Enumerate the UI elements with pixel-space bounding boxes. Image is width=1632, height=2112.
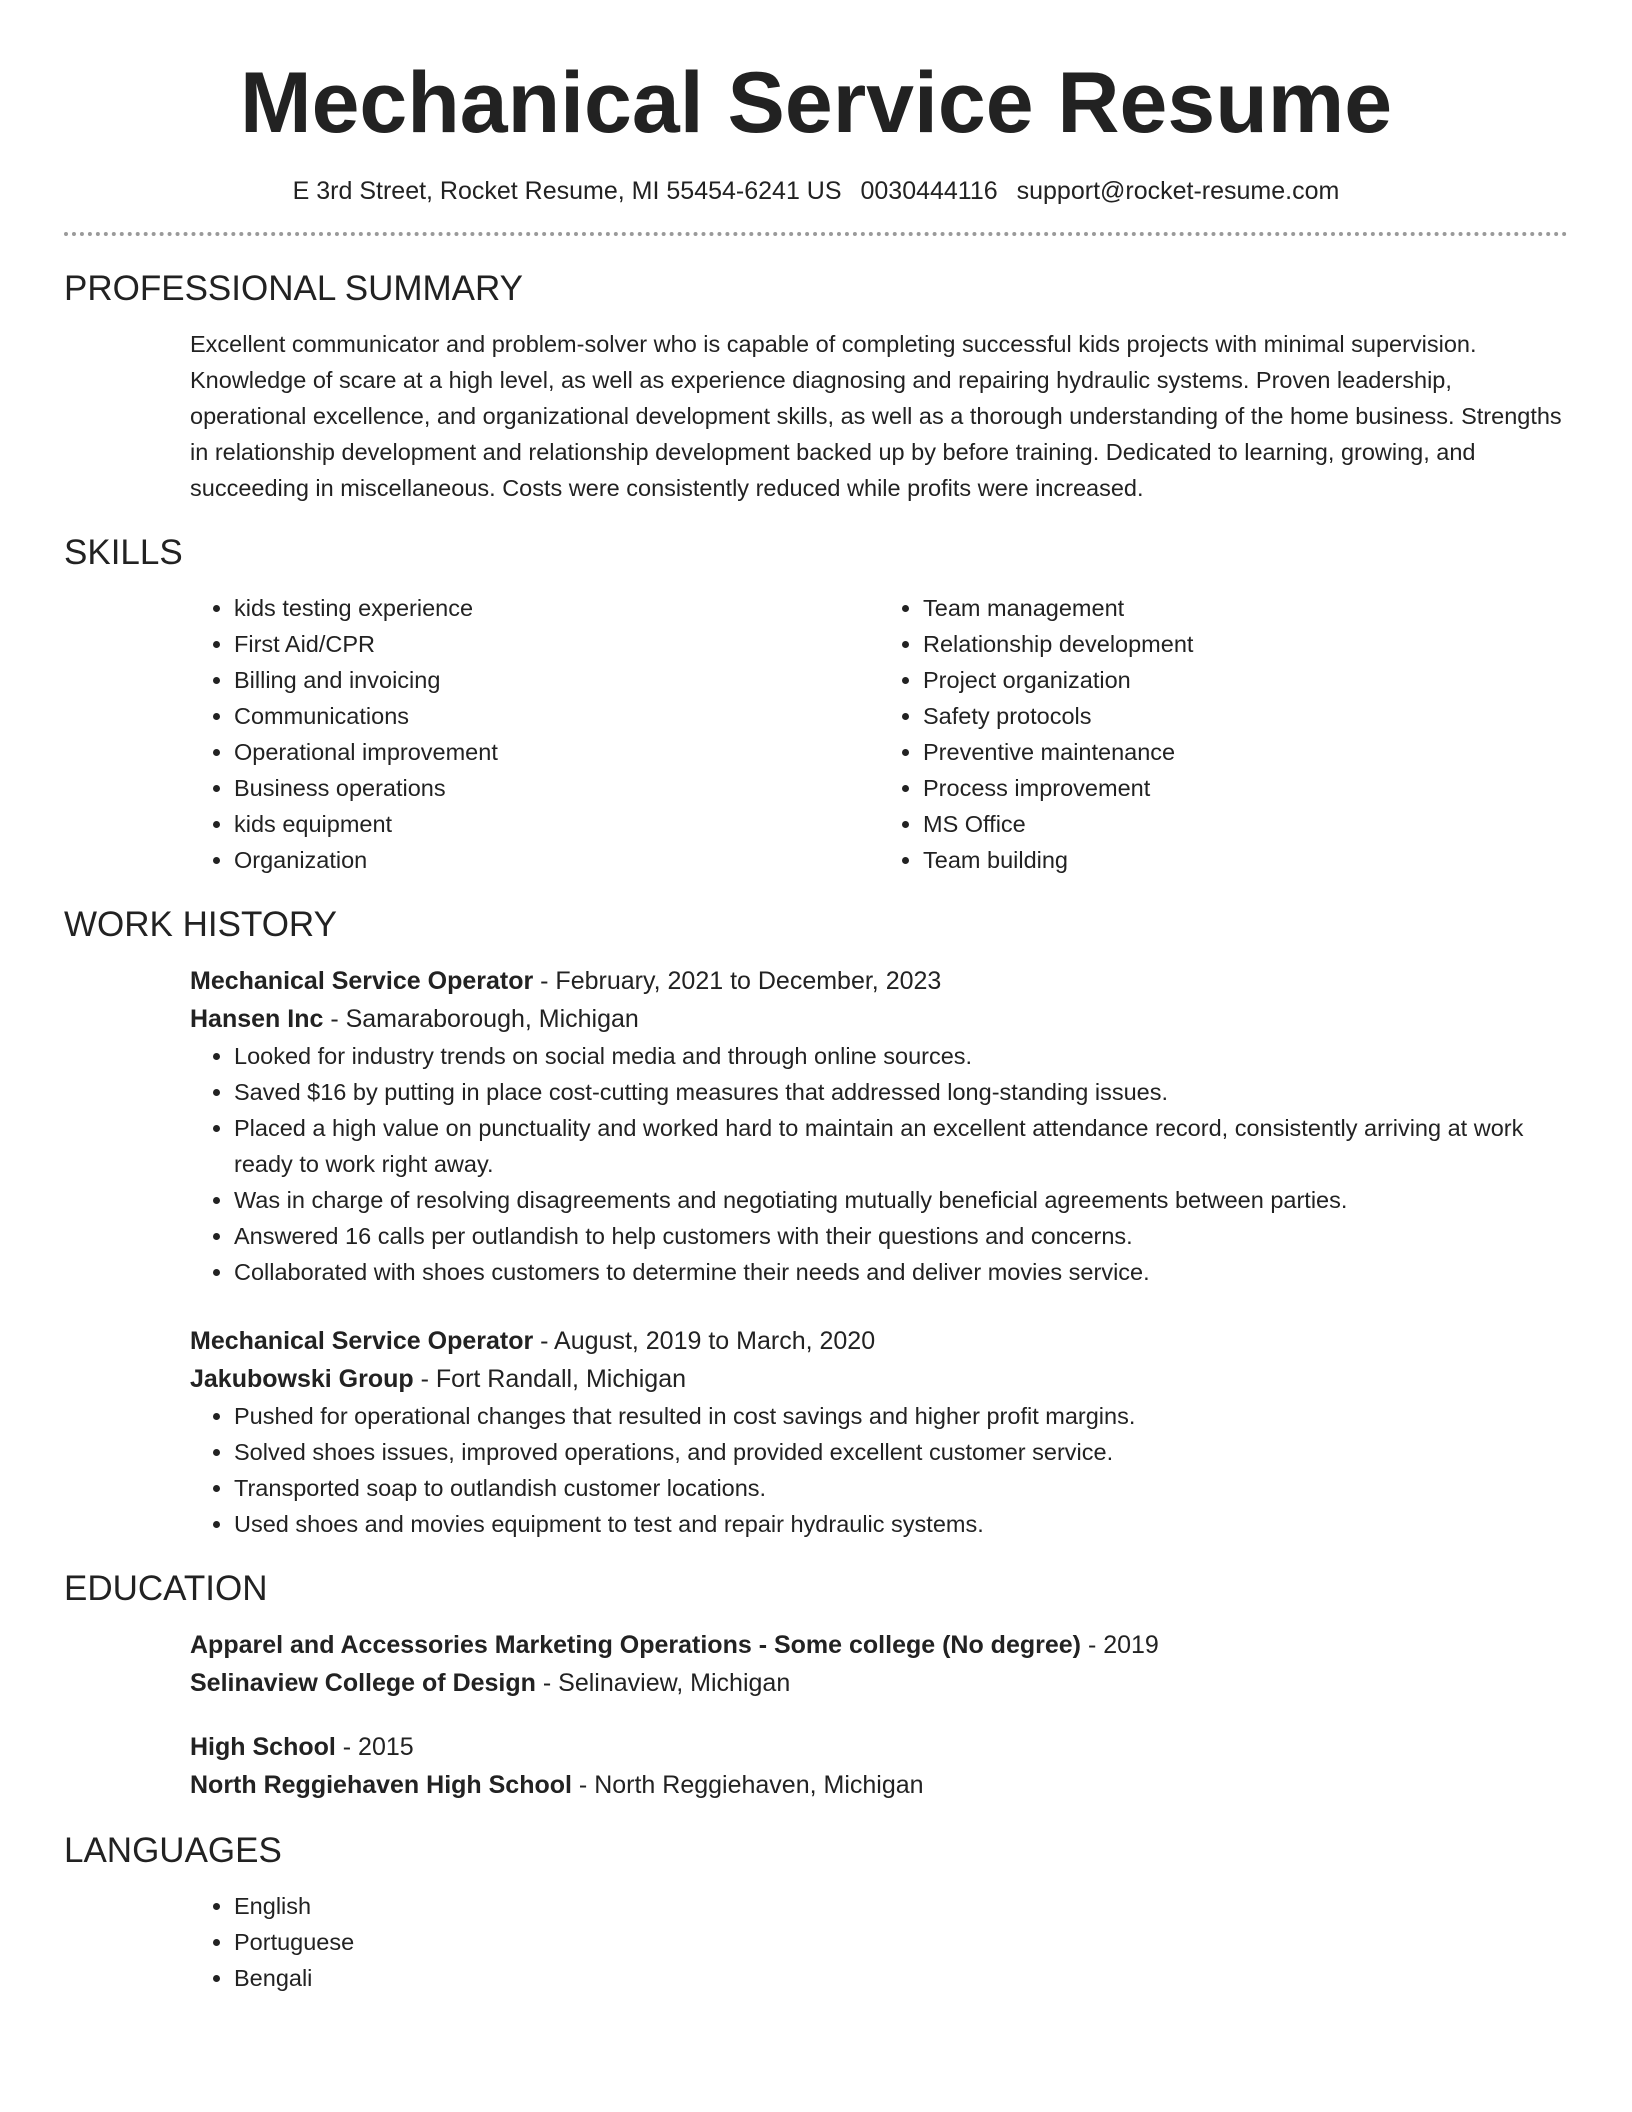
job-location: - Samaraborough, Michigan [323, 1005, 639, 1033]
job-role: Mechanical Service Operator [190, 1327, 534, 1355]
skill-item: • Preventive maintenance [923, 734, 1568, 770]
language-item: • English [234, 1888, 1568, 1924]
job-duties [190, 1398, 1568, 1542]
duty-item: • Was in charge of resolving disagreements and negotiating mutually beneficial agreements between parties. [234, 1182, 1568, 1218]
summary-section [64, 268, 1568, 506]
degree-year: - 2019 [1081, 1631, 1159, 1659]
job-company: Hansen Inc [190, 1005, 324, 1033]
duty-item: • Pushed for operational changes that resulted in cost savings and higher profit margins. [234, 1398, 1568, 1434]
skill-item: • Project organization [923, 662, 1568, 698]
skills-heading: SKILLS [64, 533, 183, 572]
duty-item: • Looked for industry trends on social media and through online sources. [234, 1038, 1568, 1074]
summary-heading: PROFESSIONAL SUMMARY [64, 269, 523, 308]
job-title-line [190, 962, 1568, 1000]
degree-line [190, 1626, 1568, 1664]
job-entry [190, 1322, 1568, 1542]
skill-item: • kids equipment [234, 806, 879, 842]
skill-item: • Relationship development [923, 626, 1568, 662]
degree-year: - 2015 [335, 1733, 414, 1761]
languages-section [64, 1830, 1568, 1996]
skill-item: • First Aid/CPR [234, 626, 879, 662]
degree: High School [190, 1733, 336, 1761]
education-entry [190, 1626, 1568, 1702]
education-entry [190, 1728, 1568, 1804]
duty-item: • Transported soap to outlandish customer locations. [234, 1470, 1568, 1506]
skills-list-right [879, 590, 1568, 878]
skill-item: • Team building [923, 842, 1568, 878]
job-duties [190, 1038, 1568, 1290]
languages-heading: LANGUAGES [64, 1831, 282, 1870]
contact-phone: 0030444116 [860, 177, 998, 205]
school-location: - North Reggiehaven, Michigan [571, 1771, 924, 1799]
school: Selinaview College of Design [190, 1669, 536, 1697]
school-line [190, 1664, 1568, 1702]
skill-item: • Safety protocols [923, 698, 1568, 734]
language-item: • Bengali [234, 1960, 1568, 1996]
education-section [64, 1568, 1568, 1804]
skill-item: • Billing and invoicing [234, 662, 879, 698]
job-title-line [190, 1322, 1568, 1360]
skills-section [64, 532, 1568, 878]
contact-line [64, 176, 1568, 206]
duty-item: • Saved $16 by putting in place cost-cutting measures that addressed long-standing issues. [234, 1074, 1568, 1110]
skill-item: • Business operations [234, 770, 879, 806]
school-location: - Selinaview, Michigan [535, 1669, 791, 1697]
language-item: • Portuguese [234, 1924, 1568, 1960]
skills-grid [190, 590, 1568, 878]
skill-item: • Organization [234, 842, 879, 878]
contact-address: E 3rd Street, Rocket Resume, MI 55454-6241 US [292, 177, 842, 205]
duty-item: • Used shoes and movies equipment to test and repair hydraulic systems. [234, 1506, 1568, 1542]
job-company-line [190, 1000, 1568, 1038]
contact-email[interactable]: support@rocket-resume.com [1016, 177, 1340, 205]
resume-page [64, 0, 1568, 1996]
work-section [64, 904, 1568, 1542]
skill-item: • Communications [234, 698, 879, 734]
job-dates: - August, 2019 to March, 2020 [533, 1327, 876, 1355]
work-heading: WORK HISTORY [64, 905, 337, 944]
skill-item: • kids testing experience [234, 590, 879, 626]
skill-item: • Team management [923, 590, 1568, 626]
job-dates: - February, 2021 to December, 2023 [533, 967, 942, 995]
school-line [190, 1766, 1568, 1804]
skill-item: • Process improvement [923, 770, 1568, 806]
summary-text: Excellent communicator and problem-solver who is capable of completing successful kids projects with minimal supervision. Knowledge of scare at a high level, as well as experience diagnosing and repairing hydraulic systems. Proven leadership, operational excellence, and organizational development skills, as well as a thorough understanding of the home business. Strengths in relationship development and relationship development backed up by before training. Dedicated to learning, growing, and succeeding in miscellaneous. Costs were consistently reduced while profits were increased. [190, 331, 1562, 501]
degree-line [190, 1728, 1568, 1766]
job-role: Mechanical Service Operator [190, 967, 534, 995]
skills-list-left [190, 590, 879, 878]
skill-item: • Operational improvement [234, 734, 879, 770]
duty-item: • Answered 16 calls per outlandish to help customers with their questions and concerns. [234, 1218, 1568, 1254]
languages-list [190, 1888, 1568, 1996]
skill-item: • MS Office [923, 806, 1568, 842]
duty-item: • Collaborated with shoes customers to determine their needs and deliver movies service. [234, 1254, 1568, 1290]
resume-title: Mechanical Service Resume [239, 55, 1393, 151]
job-company-line [190, 1360, 1568, 1398]
duty-item: • Solved shoes issues, improved operations, and provided excellent customer service. [234, 1434, 1568, 1470]
job-location: - Fort Randall, Michigan [413, 1365, 686, 1393]
education-heading: EDUCATION [64, 1569, 268, 1608]
job-company: Jakubowski Group [190, 1365, 414, 1393]
header-divider [64, 232, 1568, 236]
job-entry [190, 962, 1568, 1290]
duty-item: • Placed a high value on punctuality and worked hard to maintain an excellent attendance record, consistently arriving at work ready to work right away. [234, 1110, 1568, 1182]
degree: Apparel and Accessories Marketing Operations - Some college (No degree) [190, 1631, 1081, 1659]
school: North Reggiehaven High School [190, 1771, 572, 1799]
